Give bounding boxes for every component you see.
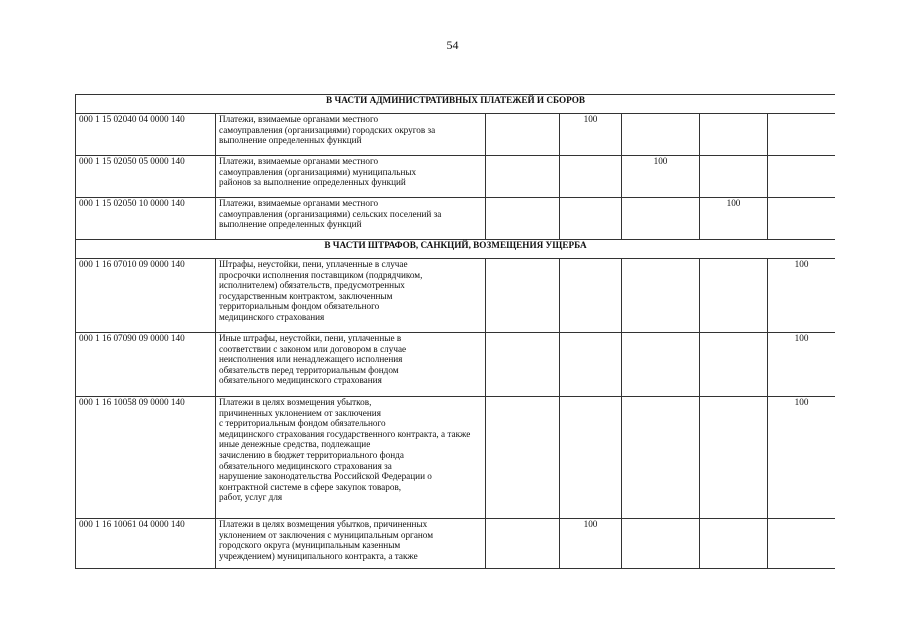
description-line: Иные штрафы, неустойки, пени, уплаченные в [219,333,402,343]
budget-percentage-cell [560,333,622,397]
budget-percentage-cell: 100 [560,114,622,156]
revenue-description [216,333,486,397]
page-number: 54 [446,38,459,52]
revenue-description [216,156,486,198]
budget-percentage-cell [622,397,700,519]
table-row [76,519,836,569]
description-line: контрактной системе в сфере закупок товаров, [219,481,402,492]
description-line: соответствии с законом или договором в случае [219,343,407,354]
description-line: работ, услуг для [219,492,283,503]
revenue-description [216,259,486,333]
budget-percentage-cell: 100 [560,519,622,569]
table-row [76,259,836,333]
description-line: нарушение законодательства Российской Федерации о [219,471,432,482]
budget-percentage-cell [486,333,560,397]
description-line: Платежи, взимаемые органами местного [219,156,379,166]
revenue-distribution-table [75,94,835,569]
description-line: выполнение определенных функций [219,219,362,230]
budget-percentage-cell: 100 [700,198,768,240]
section-title: В ЧАСТИ ШТРАФОВ, САНКЦИЙ, ВОЗМЕЩЕНИЯ УЩЕРБА [76,240,836,259]
budget-percentage-cell [560,259,622,333]
section-header-row [76,95,836,114]
description-line: государственным контрактом, заключенным [219,290,393,301]
budget-percentage-cell [700,156,768,198]
classification-code: 000 1 16 07010 09 0000 140 [76,259,216,333]
description-line: обязательного медицинского страхования [219,375,382,386]
description-line: исполнителем) обязательств, предусмотренных [219,280,405,291]
description-line: обязательств перед территориальным фондом [219,364,399,375]
budget-percentage-cell [768,519,836,569]
description-line: иные денежные средства, подлежащие [219,439,371,450]
classification-code: 000 1 16 07090 09 0000 140 [76,333,216,397]
budget-percentage-cell [560,198,622,240]
description-line: городского округа (муниципальным казенным [219,540,401,551]
budget-percentage-cell [700,397,768,519]
description-line: районов за выполнение определенных функций [219,177,406,188]
description-line: учреждением) муниципального контракта, а также [219,550,418,561]
classification-code: 000 1 15 02040 04 0000 140 [76,114,216,156]
revenue-description [216,519,486,569]
description-line: Платежи в целях возмещения убытков, причиненных [219,519,428,529]
classification-code: 000 1 15 02050 10 0000 140 [76,198,216,240]
table-body [76,95,836,569]
description-line: медицинского страхования государственного контракта, а также [219,428,471,439]
budget-percentage-cell [622,198,700,240]
table-row [76,397,836,519]
budget-percentage-cell [486,519,560,569]
classification-code: 000 1 16 10061 04 0000 140 [76,519,216,569]
budget-percentage-cell [768,156,836,198]
description-line: обязательного медицинского страхования за [219,460,392,471]
table-row [76,114,836,156]
budget-percentage-cell [486,397,560,519]
description-line: Штрафы, неустойки, пени, уплаченные в случае [219,259,408,269]
description-line: неисполнения или ненадлежащего исполнения [219,354,403,365]
budget-percentage-cell [486,198,560,240]
budget-percentage-cell [768,198,836,240]
description-line: территориальным фондом обязательного [219,301,380,312]
budget-percentage-cell: 100 [768,259,836,333]
section-header-row [76,240,836,259]
description-line: Платежи, взимаемые органами местного [219,114,379,124]
budget-percentage-cell [560,156,622,198]
budget-percentage-cell [700,333,768,397]
budget-percentage-cell [486,114,560,156]
description-line: зачислению в бюджет территориального фонда [219,449,404,460]
budget-percentage-cell [768,114,836,156]
revenue-description [216,114,486,156]
budget-percentage-cell [622,333,700,397]
budget-percentage-cell [700,114,768,156]
revenue-description [216,397,486,519]
budget-percentage-cell [700,519,768,569]
budget-percentage-cell [700,259,768,333]
table-row [76,333,836,397]
budget-percentage-cell: 100 [622,156,700,198]
revenue-distribution-table-container [75,94,835,570]
budget-percentage-cell [486,156,560,198]
description-line: самоуправления (организациями) муниципальных [219,166,417,177]
table-row [76,198,836,240]
description-line: медицинского страхования [219,311,325,322]
revenue-description [216,198,486,240]
section-title: В ЧАСТИ АДМИНИСТРАТИВНЫХ ПЛАТЕЖЕЙ И СБОРОВ [76,95,836,114]
description-line: Платежи, взимаемые органами местного [219,198,379,208]
classification-code: 000 1 16 10058 09 0000 140 [76,397,216,519]
budget-percentage-cell: 100 [768,397,836,519]
budget-percentage-cell [486,259,560,333]
budget-percentage-cell [622,259,700,333]
description-line: выполнение определенных функций [219,135,362,146]
description-line: Платежи в целях возмещения убытков, [219,397,372,407]
budget-percentage-cell: 100 [768,333,836,397]
description-line: самоуправления (организациями) сельских поселений за [219,208,442,219]
table-row [76,156,836,198]
description-line: самоуправления (организациями) городских округов за [219,124,436,135]
classification-code: 000 1 15 02050 05 0000 140 [76,156,216,198]
description-line: просрочки исполнения поставщиком (подрядчиком, [219,269,423,280]
budget-percentage-cell [622,519,700,569]
description-line: причиненных уклонением от заключения [219,407,381,418]
description-line: с территориальным фондом обязательного [219,418,386,429]
budget-percentage-cell [560,397,622,519]
description-line: уклонением от заключения с муниципальным органом [219,529,434,540]
budget-percentage-cell [622,114,700,156]
